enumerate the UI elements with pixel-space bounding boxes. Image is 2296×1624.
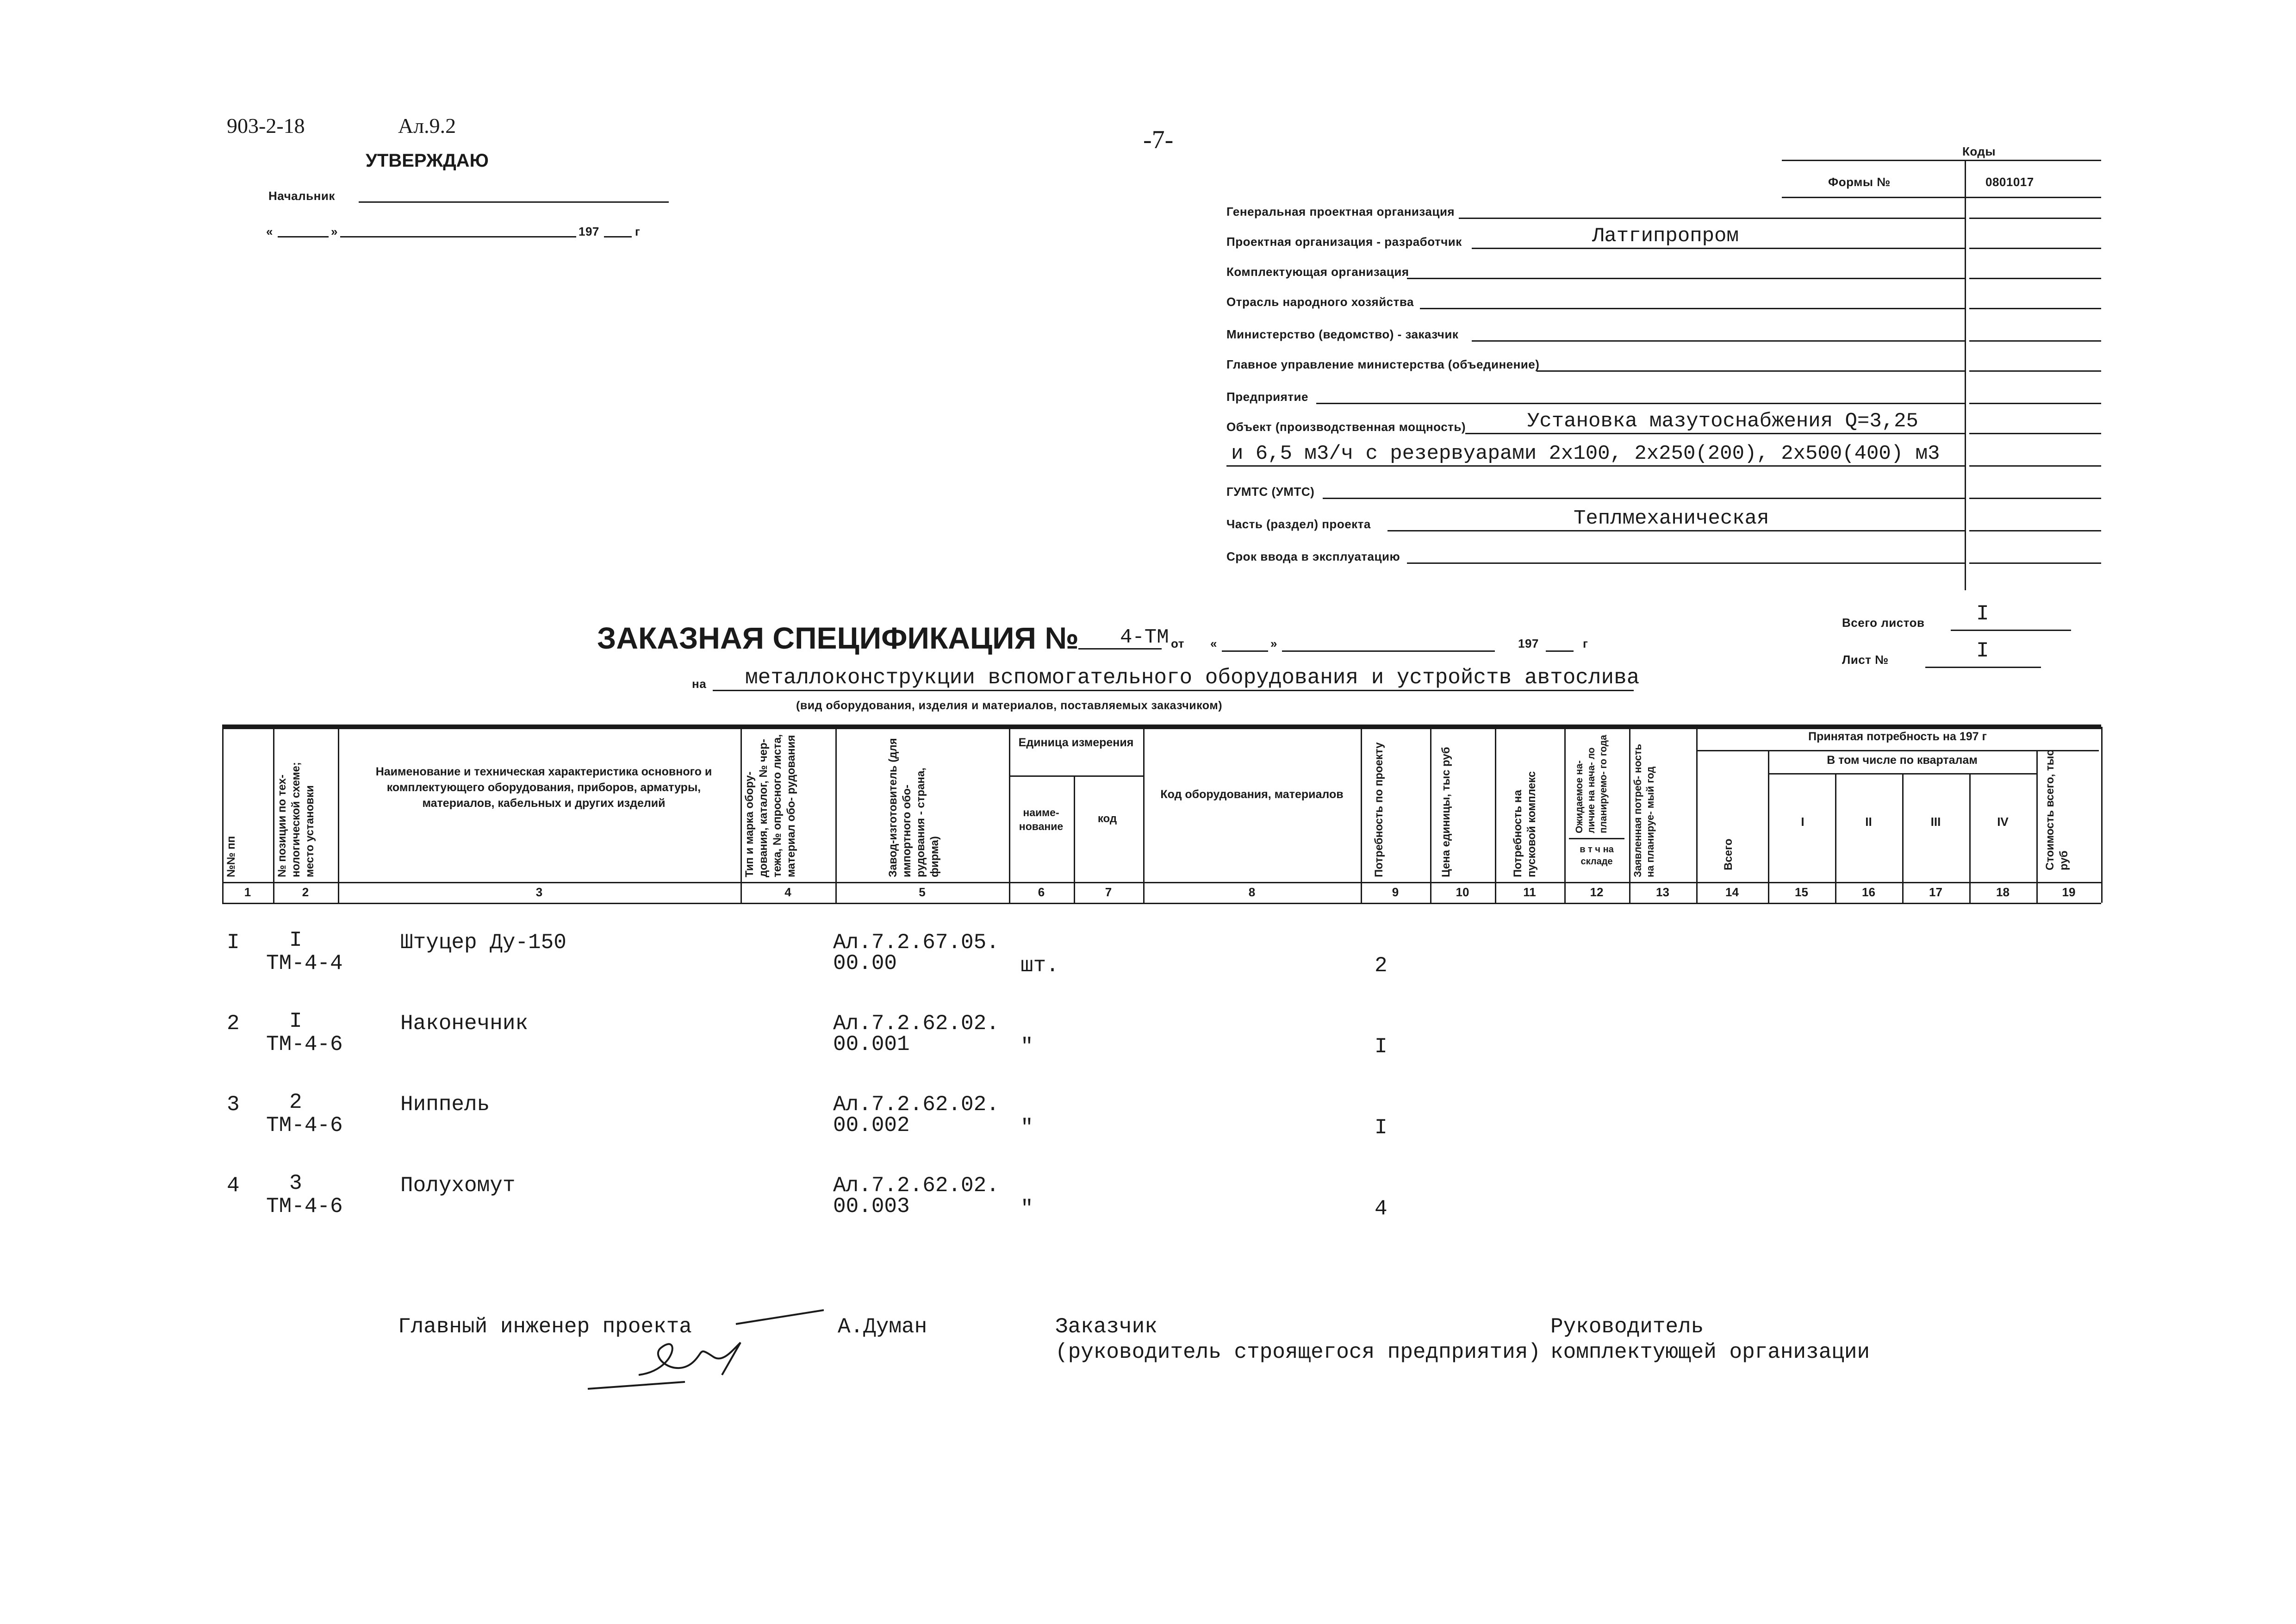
info-label: Часть (раздел) проекта (1226, 517, 1371, 531)
info-line (1537, 370, 1965, 372)
info-line (1465, 433, 1965, 434)
codes-form-line (1782, 197, 2101, 198)
column-number: 6 (1038, 885, 1045, 899)
codes-divider (1965, 160, 1966, 590)
info-line (1420, 308, 1965, 309)
row-scheme: ТМ-4-6 (266, 1194, 343, 1218)
info-code-line (1969, 278, 2101, 279)
column-line (1495, 727, 1496, 903)
header-col-4: Тип и марка обору- дования, каталог, № чер- тежа, № опросного листа, материал обо- рудования (743, 734, 797, 877)
info-label: Предприятие (1226, 390, 1308, 404)
info-code-line (1969, 340, 2101, 342)
row-name: Штуцер Ду-150 (400, 931, 566, 955)
spec-subject: металлоконструкции вспомогательного оборудования и устройств автослива (745, 666, 1640, 690)
album-ref: Ал.9.2 (398, 114, 456, 137)
header-col-3: Наименование и техническая характеристика основного и комплектующего оборудования, приборов, арматуры, материалов, кабельных и других изделий (375, 765, 712, 810)
quarters-sub-line (1768, 773, 2036, 775)
row-number: I (227, 931, 240, 955)
column-number: 3 (535, 885, 543, 899)
header-col-18: IV (1997, 815, 2009, 829)
row-mark-1: Ал.7.2.67.05. (833, 931, 999, 955)
info-code-line (1969, 433, 2101, 434)
spec-title: ЗАКАЗНАЯ СПЕЦИФИКАЦИЯ № (597, 621, 1079, 655)
year-label: 197 (579, 225, 599, 238)
h12-sub-line (1569, 838, 1624, 839)
column-line (1564, 727, 1566, 903)
row-scheme: ТМ-4-6 (266, 1113, 343, 1137)
column-line (1361, 727, 1362, 903)
info-line (1323, 498, 1965, 499)
page-number: -7- (1143, 125, 1174, 154)
spec-year: 197 (1518, 637, 1539, 650)
row-mark-2: 00.002 (833, 1113, 910, 1137)
info-label: Комплектующая организация (1226, 265, 1409, 279)
column-number: 4 (784, 885, 791, 899)
header-col-1: №№ пп (225, 836, 237, 877)
row-mark-1: Ал.7.2.62.02. (833, 1174, 999, 1198)
sheet-value: I (1976, 639, 1989, 663)
header-col-12b: в т ч на складе (1580, 844, 1614, 867)
info-label: Объект (производственная мощность) (1226, 420, 1466, 434)
row-number: 4 (227, 1174, 240, 1198)
table-colnum-bottom (222, 903, 2101, 904)
info-label: Проектная организация - разработчик (1226, 235, 1462, 249)
column-line (740, 727, 742, 903)
info-value: Установка мазутоснабжения Q=3,25 (1527, 410, 1918, 433)
row-unit: шт. (1020, 954, 1059, 978)
column-line (1074, 775, 1075, 903)
row-mark-2: 00.001 (833, 1032, 910, 1056)
column-number: 5 (919, 885, 926, 899)
info-label: Генеральная проектная организация (1226, 205, 1455, 219)
header-col-15-18: В том числе по кварталам (1827, 754, 1978, 767)
header-col-67: Единица измерения (1018, 736, 1134, 749)
info-line (1472, 340, 1965, 342)
column-line (1902, 773, 1904, 903)
header-col-9: Потребность по проекту (1373, 742, 1385, 877)
column-line (1835, 773, 1836, 903)
column-number: 7 (1105, 885, 1112, 899)
date-open: « (266, 225, 273, 238)
header-col-13: Заявленная потреб- ность на планируе- мый год (1632, 743, 1656, 877)
info-value: Теплмеханическая (1574, 507, 1769, 530)
year-line (604, 236, 632, 237)
approve-label: УТВЕРЖДАЮ (366, 150, 489, 171)
chief-engineer-label: Главный инженер проекта (398, 1315, 692, 1339)
column-number: 8 (1248, 885, 1256, 899)
info-code-line (1969, 465, 2101, 467)
header-col-14: Всего (1722, 838, 1735, 870)
column-line (273, 727, 274, 903)
row-name: Наконечник (400, 1012, 529, 1036)
unit-sub-line (1009, 775, 1143, 777)
row-mark-2: 00.003 (833, 1194, 910, 1218)
total-sheets-label: Всего листов (1842, 616, 1925, 630)
info-label: Главное управление министерства (объединение) (1226, 357, 1540, 371)
info-code-line (1969, 562, 2101, 564)
manager-label: Руководитель (1550, 1315, 1704, 1339)
chief-label: Начальник (268, 189, 335, 203)
row-position: 3 (289, 1171, 302, 1195)
form-code: 0801017 (1985, 175, 2034, 189)
row-position: 2 (289, 1090, 302, 1114)
column-line (2101, 727, 2103, 903)
header-col-5: Завод-изготовитель (для импортного обо- рудования - страна, фирма) (887, 738, 941, 877)
chief-line (359, 201, 669, 203)
row-name: Полухомут (400, 1174, 516, 1198)
total-sheets-line (1951, 630, 2071, 631)
info-code-line (1969, 248, 2101, 249)
info-label: Отрасль народного хозяйства (1226, 295, 1414, 309)
column-number: 1 (244, 885, 251, 899)
header-col-2: № позиции по тех- нологической схеме; место установки (276, 762, 316, 877)
date-mid: » (331, 225, 338, 238)
info-code-line (1969, 498, 2101, 499)
header-col-7: код (1097, 812, 1117, 825)
spec-from: от (1171, 637, 1184, 650)
column-number: 11 (1523, 885, 1536, 899)
sheet-line (1925, 667, 2041, 668)
row-mark-2: 00.00 (833, 951, 897, 975)
column-line (338, 727, 339, 903)
header-col-12: Ожидаемое на- личие на нача- ло планируемо- го года (1574, 735, 1609, 833)
column-number: 14 (1725, 885, 1739, 899)
row-position: I (289, 928, 302, 952)
column-line (1696, 727, 1698, 903)
total-sheets-value: I (1976, 602, 1989, 626)
info-line (1459, 218, 1965, 219)
spec-year-line (1546, 650, 1574, 652)
column-line (1430, 727, 1431, 903)
info-value: Латгипропром (1592, 225, 1739, 248)
spec-day-line (1222, 650, 1268, 652)
info-label: Срок ввода в эксплуатацию (1226, 550, 1400, 563)
column-number: 19 (2062, 885, 2076, 899)
info-line (1407, 278, 1965, 279)
column-line (835, 727, 837, 903)
header-col-10: Цена единицы, тыс руб (1440, 747, 1452, 877)
info-line (1388, 530, 1965, 531)
row-unit: " (1020, 1116, 1033, 1140)
row-quantity: 4 (1375, 1197, 1388, 1221)
info-line (1316, 403, 1965, 404)
info-code-line (1969, 530, 2101, 531)
row-scheme: ТМ-4-4 (266, 951, 343, 975)
row-number: 2 (227, 1012, 240, 1036)
column-number: 15 (1795, 885, 1808, 899)
header-col-16: II (1865, 815, 1872, 829)
column-number: 17 (1929, 885, 1942, 899)
codes-title: Коды (1962, 144, 1996, 158)
chief-engineer-name: А.Думан (838, 1315, 927, 1339)
row-quantity: I (1375, 1116, 1388, 1140)
doc-code: 903-2-18 (227, 114, 305, 137)
column-line (1969, 773, 1971, 903)
column-number: 13 (1656, 885, 1669, 899)
form-label: Формы № (1828, 175, 1891, 189)
spec-date-mid: » (1270, 637, 1277, 650)
spec-month-line (1282, 650, 1495, 652)
info-code-line (1969, 403, 2101, 404)
row-mark-1: Ал.7.2.62.02. (833, 1093, 999, 1117)
table-top-rule (222, 725, 2101, 729)
header-col-6: наиме- нование (1019, 806, 1064, 832)
column-line (222, 727, 224, 903)
spec-subject-caption: (вид оборудования, изделия и материалов, поставляемых заказчиком) (796, 699, 1223, 712)
row-mark-1: Ал.7.2.62.02. (833, 1012, 999, 1036)
spec-subject-line (713, 690, 1634, 691)
accepted-sub-line (1696, 750, 2099, 751)
date-month-line (340, 236, 576, 237)
info-value: и 6,5 м3/ч с резервуарами 2х100, 2х250(200), 2х500(400) м3 (1231, 442, 1940, 465)
column-line (1143, 727, 1145, 903)
column-number: 12 (1590, 885, 1604, 899)
customer-label: Заказчик (1055, 1315, 1157, 1339)
info-line (1407, 562, 1965, 564)
column-number: 10 (1456, 885, 1469, 899)
info-label: Министерство (ведомство) - заказчик (1226, 327, 1459, 341)
row-position: I (289, 1009, 302, 1033)
column-number: 2 (302, 885, 309, 899)
row-name: Ниппель (400, 1093, 490, 1117)
spec-date-open: « (1210, 637, 1217, 650)
row-scheme: ТМ-4-6 (266, 1032, 343, 1056)
header-col-19: Стоимость всего, тыс руб (2044, 750, 2070, 870)
date-day-line (278, 236, 329, 237)
table-header-bottom (222, 882, 2101, 883)
column-line (2036, 750, 2038, 903)
signature-mark (583, 1305, 824, 1398)
header-col-17: III (1930, 815, 1941, 829)
spec-number: 4-ТМ (1120, 626, 1169, 649)
column-number: 16 (1862, 885, 1875, 899)
row-quantity: 2 (1375, 954, 1388, 978)
header-col-15: I (1801, 815, 1804, 829)
spec-na: на (692, 677, 707, 691)
customer-sub: (руководитель строящегося предприятия) (1055, 1340, 1541, 1364)
year-suffix: г (635, 225, 641, 238)
row-unit: " (1020, 1035, 1033, 1059)
row-quantity: I (1375, 1035, 1388, 1059)
column-number: 9 (1392, 885, 1399, 899)
column-line (1629, 727, 1630, 903)
info-line (1226, 465, 1965, 467)
manager-sub: комплектующей организации (1550, 1340, 1870, 1364)
header-col-14-19: Принятая потребность на 197 г (1808, 730, 1987, 743)
info-line (1472, 248, 1965, 249)
sheet-label: Лист № (1842, 653, 1889, 667)
info-code-line (1969, 218, 2101, 219)
row-number: 3 (227, 1093, 240, 1117)
info-label: ГУМТС (УМТС) (1226, 485, 1315, 499)
spec-year-suffix: г (1583, 637, 1588, 650)
header-col-11: Потребность на пусковой комплекс (1512, 771, 1538, 877)
codes-top-line (1782, 160, 2101, 161)
header-col-8: Код оборудования, материалов (1160, 788, 1344, 801)
info-code-line (1969, 370, 2101, 372)
column-number: 18 (1996, 885, 2010, 899)
info-code-line (1969, 308, 2101, 309)
row-unit: " (1020, 1197, 1033, 1221)
